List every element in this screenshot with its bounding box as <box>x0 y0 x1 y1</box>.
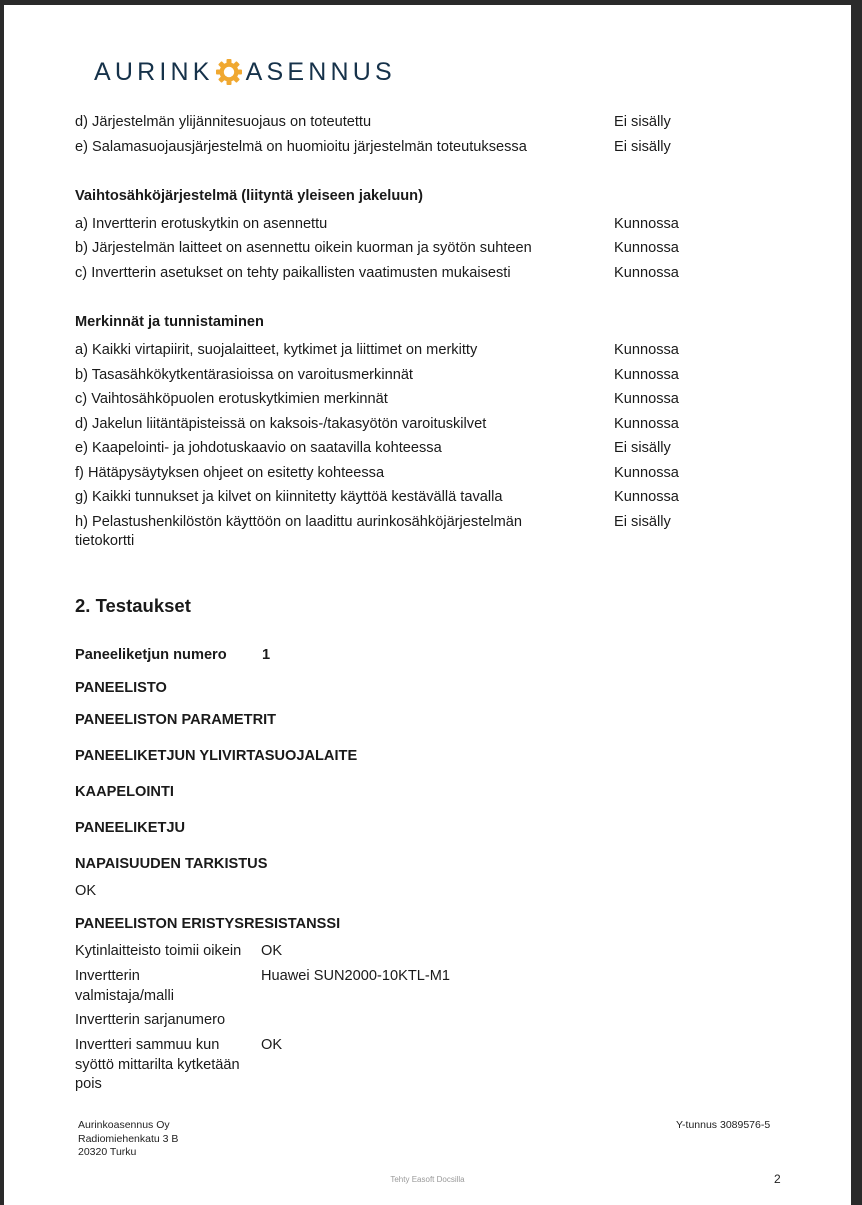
test-value: OK <box>261 943 283 959</box>
checklist-status: Kunnossa <box>614 416 679 432</box>
checklist-label: e) Kaapelointi- ja johdotuskaavio on saatavilla kohteessa <box>75 440 442 456</box>
section-heading-tests: 2. Testaukset <box>75 595 191 616</box>
checklist-status: Kunnossa <box>614 265 679 281</box>
checklist-label: a) Invertterin erotuskytkin on asennettu <box>75 216 328 232</box>
logo-text-left: AURINK <box>94 57 214 86</box>
test-label: Invertterin valmistaja/malli <box>75 968 174 1004</box>
string-number-label: Paneeliketjun numero <box>75 647 227 663</box>
page-number: 2 <box>774 1172 781 1186</box>
footer-business-id: Y-tunnus 3089576-5 <box>676 1119 771 1131</box>
test-label: Kytinlaitteisto toimii oikein <box>75 943 242 959</box>
checklist-label: h) Pelastushenkilöstön käyttöön on laadittu aurinkosähköjärjestelmän tietokortti <box>75 514 522 549</box>
checklist-status: Ei sisälly <box>614 440 671 456</box>
checklist-label: b) Tasasähkökytkentärasioissa on varoitusmerkinnät <box>75 367 413 383</box>
heading-panels: PANEELISTO <box>75 680 167 696</box>
checklist-status: Kunnossa <box>614 342 679 358</box>
section-heading-markings: Merkinnät ja tunnistaminen <box>75 314 264 330</box>
checklist-label: a) Kaikki virtapiirit, suojalaitteet, kytkimet ja liittimet on merkitty <box>75 342 478 358</box>
footer-city: 20320 Turku <box>78 1146 137 1158</box>
test-label: Invertteri sammuu kun syöttö mittarilta kytketään pois <box>75 1037 240 1092</box>
checklist-label: g) Kaikki tunnukset ja kilvet on kiinnitetty käyttöä kestävällä tavalla <box>75 489 503 505</box>
heading-cabling: KAAPELOINTI <box>75 784 174 800</box>
checklist-status: Ei sisälly <box>614 139 671 155</box>
heading-insulation: PANEELISTON ERISTYSRESISTANSSI <box>75 916 341 932</box>
test-value: OK <box>261 1037 283 1053</box>
heading-panel-params: PANEELISTON PARAMETRIT <box>75 712 277 728</box>
checklist-label: b) Järjestelmän laitteet on asennettu oikein kuorman ja syötön suhteen <box>75 240 532 256</box>
checklist-status: Kunnossa <box>614 367 679 383</box>
logo-text-right: ASENNUS <box>245 57 396 86</box>
string-number-value: 1 <box>262 647 271 663</box>
gear-sun-icon <box>214 57 244 87</box>
checklist-status: Ei sisälly <box>614 114 671 130</box>
company-logo <box>94 57 396 87</box>
checklist-status: Kunnossa <box>614 489 679 505</box>
checklist-label: d) Jakelun liitäntäpisteissä on kaksois-/takasyötön varoituskilvet <box>75 416 487 432</box>
checklist-label: e) Salamasuojausjärjestelmä on huomioitu järjestelmän toteutuksessa <box>75 139 527 155</box>
footer-company: Aurinkoasennus Oy <box>78 1119 170 1131</box>
footer-made-with: Tehty Easoft Docsilla <box>390 1175 465 1184</box>
checklist-status: Ei sisälly <box>614 514 671 530</box>
document-page <box>4 5 851 1205</box>
checklist-label: c) Invertterin asetukset on tehty paikallisten vaatimusten mukaisesti <box>75 265 511 281</box>
checklist-status: Kunnossa <box>614 240 679 256</box>
checklist-label: d) Järjestelmän ylijännitesuojaus on toteutettu <box>75 114 372 130</box>
section-heading-ac-system: Vaihtosähköjärjestelmä (liityntä yleiseen jakeluun) <box>75 188 423 204</box>
checklist-status: Kunnossa <box>614 465 679 481</box>
test-label: Invertterin sarjanumero <box>75 1012 226 1028</box>
footer-street: Radiomiehenkatu 3 B <box>78 1132 179 1145</box>
checklist-label: f) Hätäpysäytyksen ohjeet on esitetty kohteessa <box>75 465 385 481</box>
checklist-status: Kunnossa <box>614 391 679 407</box>
heading-overcurrent: PANEELIKETJUN YLIVIRTASUOJALAITE <box>75 748 358 764</box>
checklist-label: c) Vaihtosähköpuolen erotuskytkimien merkinnät <box>75 391 388 407</box>
checklist-status: Kunnossa <box>614 216 679 232</box>
footer-address <box>78 1119 178 1160</box>
heading-polarity: NAPAISUUDEN TARKISTUS <box>75 856 268 872</box>
polarity-result: OK <box>75 883 97 899</box>
heading-string: PANEELIKETJU <box>75 820 186 836</box>
test-value: Huawei SUN2000-10KTL-M1 <box>261 968 450 984</box>
